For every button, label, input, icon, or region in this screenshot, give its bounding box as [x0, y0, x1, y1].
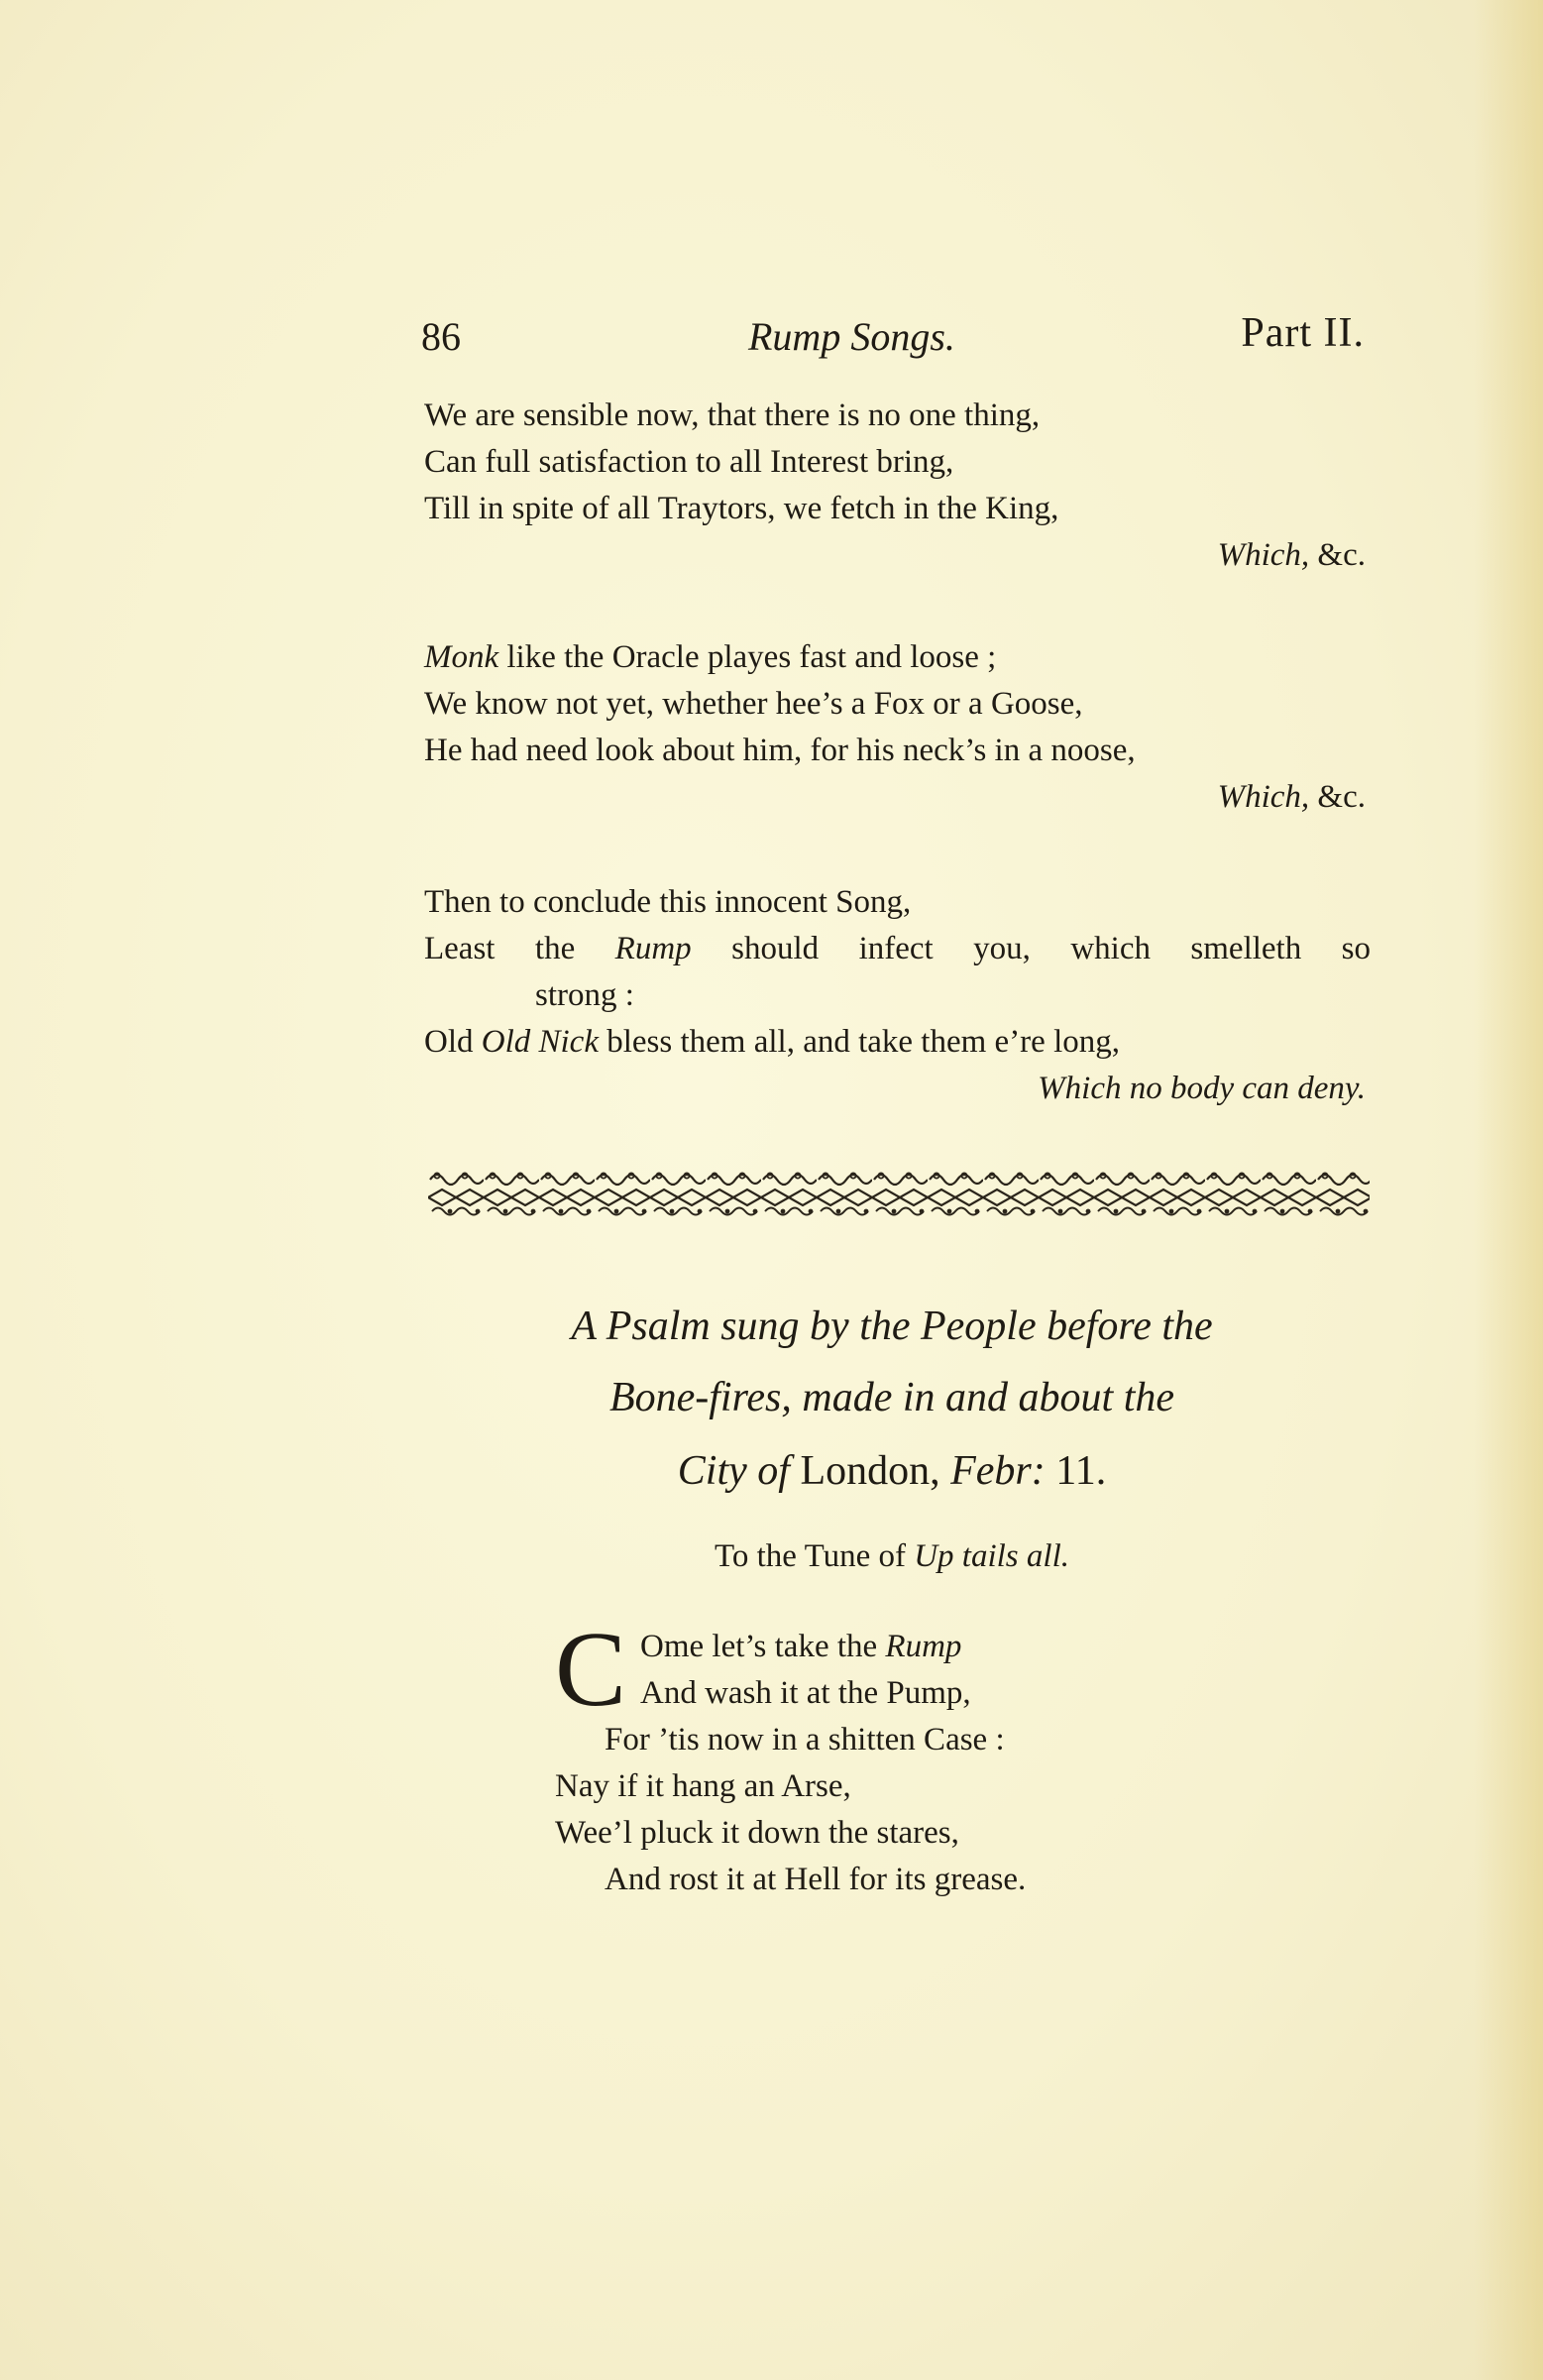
refrain-line [424, 774, 1371, 821]
page-number: 86 [421, 314, 461, 359]
psalm-title-line-2: Bone-fires, made in and about the [608, 1375, 1174, 1420]
psalm-stanza [555, 1611, 1249, 1903]
verse-line: Wee’l pluck it down the stares, [555, 1815, 959, 1851]
refrain-line [424, 532, 1371, 579]
verse-line: We know not yet, whether hee’s a Fox or a Goose, [424, 686, 1083, 722]
drop-cap: C [555, 1611, 627, 1729]
verse-line: And rost it at Hell for its grease. [605, 1862, 1027, 1897]
verse-line-justified: Least the Rump should infect you, which smelleth so [424, 926, 1371, 972]
tune-name: Up tails all. [914, 1538, 1069, 1574]
page-edge-shadow [1474, 0, 1543, 2380]
refrain-line: Which no body can deny. [1038, 1071, 1366, 1106]
stanza-2 [424, 634, 1371, 821]
verse-line: Ome let’s take the Rump [640, 1629, 962, 1664]
italic-name: Old Nick [481, 1024, 599, 1060]
ornament-divider [428, 1168, 1370, 1217]
refrain-italic: Which, [1217, 779, 1310, 815]
italic-name: Rump [885, 1629, 962, 1664]
refrain-italic: Which, [1217, 537, 1310, 573]
stanza-1 [424, 393, 1371, 579]
refrain-etc: &c. [1309, 537, 1366, 573]
verse-line: We are sensible now, that there is no one thing, [424, 397, 1041, 433]
verse-continuation: strong : [535, 977, 634, 1013]
running-title: Rump Songs. [748, 314, 955, 359]
running-header [421, 305, 1373, 365]
verse-line: Till in spite of all Traytors, we fetch in the King, [424, 491, 1059, 526]
verse-line: For ’tis now in a shitten Case : [605, 1722, 1005, 1757]
psalm-title-line-3: City of London, Febr: 11. [677, 1448, 1107, 1494]
verse-line: Can full satisfaction to all Interest bring, [424, 444, 954, 480]
part-label: Part II. [1241, 310, 1365, 356]
psalm-title-line-1: A Psalm sung by the People before the [571, 1303, 1213, 1349]
italic-name: Monk [424, 639, 499, 675]
verse-line: Old Old Nick bless them all, and take them e’re long, [424, 1024, 1120, 1060]
stanza-3 [424, 879, 1371, 1112]
verse-line: Then to conclude this innocent Song, [424, 884, 912, 920]
italic-name: Rump [614, 931, 692, 966]
refrain-etc: &c. [1309, 779, 1366, 815]
verse-line: Monk like the Oracle playes fast and loose ; [424, 639, 997, 675]
verse-line: Nay if it hang an Arse, [555, 1768, 851, 1804]
verse-line: And wash it at the Pump, [640, 1675, 971, 1711]
verse-line: He had need look about him, for his neck’s in a noose, [424, 733, 1136, 768]
tune-line: To the Tune of Up tails all. [715, 1538, 1069, 1574]
